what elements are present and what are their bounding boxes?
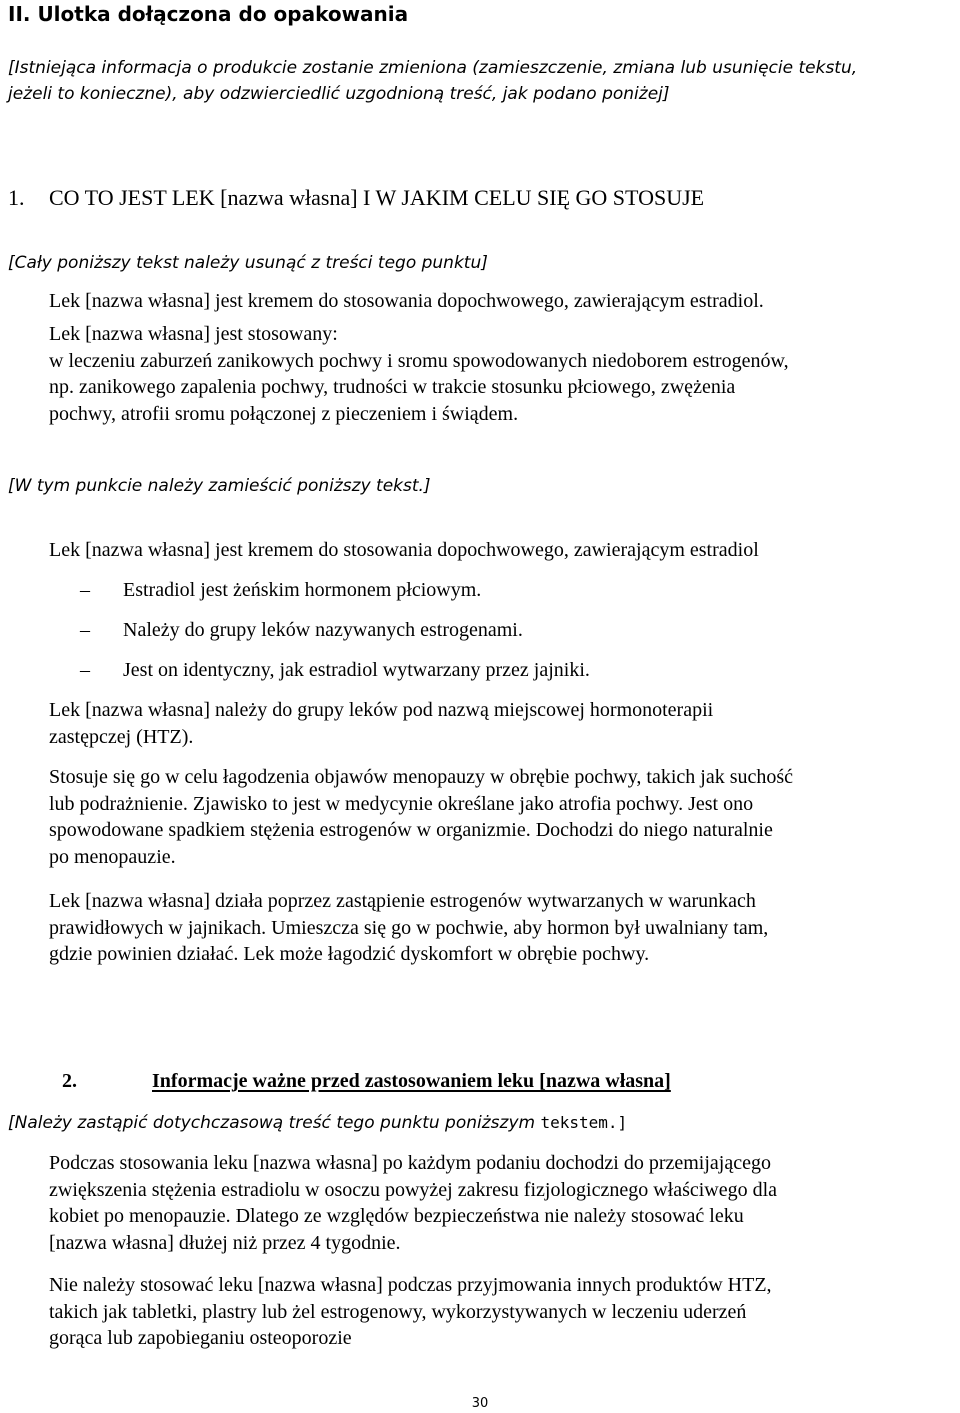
page-title: II. Ulotka dołączona do opakowania <box>8 2 409 26</box>
paragraph-line: kobiet po menopauzie. Dlatego ze względów bezpieczeństwa nie należy stosować leku <box>49 1205 744 1227</box>
section-1-title: CO TO JEST LEK [nazwa własna] I W JAKIM CELU SIĘ GO STOSUJE <box>49 185 705 210</box>
paragraph-line: Lek [nazwa własna] jest stosowany: <box>49 323 338 345</box>
paragraph-line: gorąca lub zapobieganiu osteoporozie <box>49 1327 352 1349</box>
new-paragraph-3 <box>49 764 959 870</box>
intro-note <box>8 55 857 107</box>
paragraph-line: prawidłowych w jajnikach. Umieszcza się go w pochwie, aby hormon był uwalniany tam, <box>49 916 769 939</box>
remove-text-note: [Cały poniższy tekst należy usunąć z treści tego punktu] <box>8 253 488 273</box>
section-2-number: 2. <box>62 1070 77 1092</box>
new-paragraph-1: Lek [nazwa własna] jest kremem do stosowania dopochwowego, zawierającym estradiol <box>49 539 759 561</box>
section-2-paragraph-2 <box>49 1272 959 1352</box>
intro-note-line: jeżeli to konieczne), aby odzwierciedlić uzgodnioną treść, jak podano poniżej] <box>8 84 670 104</box>
section-2-paragraph-1 <box>49 1150 959 1256</box>
paragraph-line: Lek [nazwa własna] działa poprzez zastąpienie estrogenów wytwarzanych w warunkach <box>49 890 756 912</box>
intro-note-line: [Istniejąca informacja o produkcie zostanie zmieniona (zamieszczenie, zmiana lub usunięcie tekstu, <box>8 58 858 78</box>
paragraph-line: spowodowane spadkiem stężenia estrogenów w organizmie. Dochodzi do niego naturalnie <box>49 819 773 841</box>
paragraph-line: Lek [nazwa własna] należy do grupy leków pod nazwą miejscowej hormonoterapii <box>49 699 714 721</box>
bullet-dash: – <box>80 659 90 681</box>
old-paragraph-1: Lek [nazwa własna] jest kremem do stosowania dopochwowego, zawierającym estradiol. <box>49 290 764 312</box>
section-1-heading <box>8 184 704 212</box>
replace-text-note <box>8 1110 627 1136</box>
bullet-dash: – <box>80 579 90 601</box>
section-1-number: 1. <box>8 185 25 210</box>
paragraph-line: Podczas stosowania leku [nazwa własna] po każdym podaniu dochodzi do przemijającego <box>49 1152 771 1174</box>
paragraph-line: gdzie powinien działać. Lek może łagodzić dyskomfort w obrębie pochwy. <box>49 943 650 965</box>
section-2-heading <box>62 1068 671 1094</box>
insert-text-note: [W tym punkcie należy zamieścić poniższy tekst.] <box>8 476 431 496</box>
replace-note-tail: tekstem.] <box>540 1113 628 1132</box>
paragraph-line: pochwy, atrofii sromu połączonej z pieczeniem i świądem. <box>49 402 519 425</box>
paragraph-line: takich jak tabletki, plastry lub żel estrogenowy, wykorzystywanych w leczeniu uderzeń <box>49 1300 747 1323</box>
bullet-dash: – <box>80 619 90 641</box>
bullet-item: Należy do grupy leków nazywanych estrogenami. <box>123 619 523 641</box>
replace-note-main: [Należy zastąpić dotychczasową treść tego punktu poniższym <box>8 1113 536 1133</box>
bullet-item: Jest on identyczny, jak estradiol wytwarzany przez jajniki. <box>123 659 590 681</box>
paragraph-line: np. zanikowego zapalenia pochwy, trudności w trakcie stosunku płciowego, zwężenia <box>49 376 736 398</box>
new-paragraph-2 <box>49 697 959 750</box>
paragraph-line: [nazwa własna] dłużej niż przez 4 tygodnie. <box>49 1231 401 1254</box>
paragraph-line: Nie należy stosować leku [nazwa własna] podczas przyjmowania innych produktów HTZ, <box>49 1274 772 1296</box>
paragraph-line: zwiększenia stężenia estradiolu w osoczu powyżej zakresu fizjologicznego właściwego dla <box>49 1178 778 1201</box>
paragraph-line: lub podrażnienie. Zjawisko to jest w medycynie określane jako atrofia pochwy. Jest ono <box>49 792 754 815</box>
paragraph-line: w leczeniu zaburzeń zanikowych pochwy i sromu spowodowanych niedoborem estrogenów, <box>49 349 789 372</box>
new-paragraph-4 <box>49 888 959 968</box>
bullet-item: Estradiol jest żeńskim hormonem płciowym. <box>123 579 482 601</box>
paragraph-line: zastępczej (HTZ). <box>49 725 194 748</box>
page-number: 30 <box>471 1396 489 1411</box>
paragraph-line: Stosuje się go w celu łagodzenia objawów menopauzy w obrębie pochwy, takich jak suchość <box>49 766 794 788</box>
old-paragraph-2 <box>49 321 959 427</box>
paragraph-line: po menopauzie. <box>49 845 176 868</box>
section-2-title: Informacje ważne przed zastosowaniem leku [nazwa własna] <box>152 1070 671 1092</box>
